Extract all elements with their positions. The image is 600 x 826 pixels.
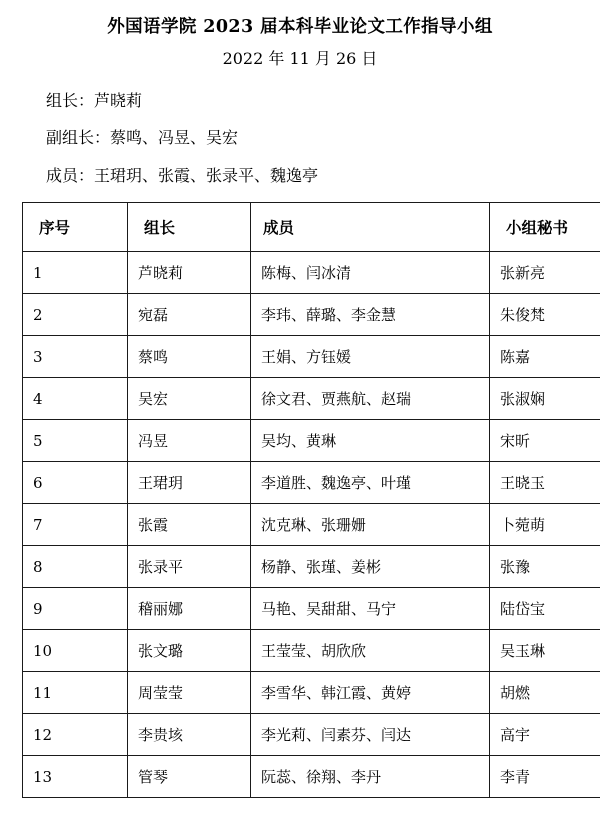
- cell-members: 李雪华、韩江霞、黄婷: [251, 672, 490, 714]
- cell-no: 11: [23, 672, 128, 714]
- table-row: [23, 462, 600, 504]
- cell-secretary: 李青: [490, 756, 600, 798]
- cell-no: 7: [23, 504, 128, 546]
- table-row: [23, 294, 600, 336]
- table-row: [23, 336, 600, 378]
- cell-leader: 张录平: [128, 546, 251, 588]
- cell-no: 13: [23, 756, 128, 798]
- table-row: [23, 588, 600, 630]
- cell-members: 李道胜、魏逸亭、叶瑾: [251, 462, 490, 504]
- cell-no: 9: [23, 588, 128, 630]
- column-header-members: 成员: [251, 203, 490, 252]
- cell-leader: 王珺玥: [128, 462, 251, 504]
- cell-members: 徐文君、贾燕航、赵瑞: [251, 378, 490, 420]
- cell-no: 12: [23, 714, 128, 756]
- cell-secretary: 胡燃: [490, 672, 600, 714]
- cell-leader: 稽丽娜: [128, 588, 251, 630]
- deputy-leader-line: 副组长：蔡鸣、冯昱、吴宏: [46, 128, 239, 148]
- cell-no: 4: [23, 378, 128, 420]
- cell-leader: 蔡鸣: [128, 336, 251, 378]
- table-row: [23, 756, 600, 798]
- table-row: [23, 672, 600, 714]
- cell-no: 10: [23, 630, 128, 672]
- group-leader-line: 组长：芦晓莉: [46, 90, 143, 110]
- cell-secretary: 陆岱宝: [490, 588, 600, 630]
- table-row: [23, 420, 600, 462]
- cell-no: 5: [23, 420, 128, 462]
- cell-leader: 张文璐: [128, 630, 251, 672]
- cell-secretary: 张豫: [490, 546, 600, 588]
- cell-members: 陈梅、闫冰清: [251, 252, 490, 294]
- cell-secretary: 张新亮: [490, 252, 600, 294]
- cell-no: 3: [23, 336, 128, 378]
- cell-leader: 冯昱: [128, 420, 251, 462]
- cell-no: 8: [23, 546, 128, 588]
- column-header-leader: 组长: [128, 203, 251, 252]
- cell-members: 吴均、黄琳: [251, 420, 490, 462]
- column-header-no: 序号: [23, 203, 128, 252]
- group-members-line: 成员：王珺玥、张霞、张录平、魏逸亭: [46, 165, 319, 185]
- cell-members: 李光莉、闫素芬、闫达: [251, 714, 490, 756]
- cell-members: 阮蕊、徐翔、李丹: [251, 756, 490, 798]
- document-date: 2022 年 11 月 26 日: [222, 48, 378, 68]
- cell-leader: 管琴: [128, 756, 251, 798]
- cell-members: 杨静、张瑾、姜彬: [251, 546, 490, 588]
- cell-leader: 李贵垓: [128, 714, 251, 756]
- cell-secretary: 吴玉琳: [490, 630, 600, 672]
- cell-leader: 宛磊: [128, 294, 251, 336]
- cell-leader: 吴宏: [128, 378, 251, 420]
- cell-no: 1: [23, 252, 128, 294]
- cell-secretary: 朱俊梵: [490, 294, 600, 336]
- cell-members: 王莹莹、胡欣欣: [251, 630, 490, 672]
- table-row: [23, 546, 600, 588]
- cell-secretary: 卜菀萌: [490, 504, 600, 546]
- cell-leader: 张霞: [128, 504, 251, 546]
- cell-members: 马艳、吴甜甜、马宁: [251, 588, 490, 630]
- page-title: 外国语学院 2023 届本科毕业论文工作指导小组: [107, 17, 493, 37]
- cell-secretary: 宋昕: [490, 420, 600, 462]
- cell-leader: 周莹莹: [128, 672, 251, 714]
- table-row: [23, 252, 600, 294]
- cell-members: 王娟、方钰媛: [251, 336, 490, 378]
- cell-secretary: 王晓玉: [490, 462, 600, 504]
- roster-table-body: [23, 252, 600, 798]
- cell-secretary: 高宇: [490, 714, 600, 756]
- table-row: [23, 630, 600, 672]
- column-header-secretary: 小组秘书: [490, 203, 600, 252]
- roster-table: [22, 202, 600, 798]
- cell-no: 2: [23, 294, 128, 336]
- cell-members: 李玮、薛璐、李金慧: [251, 294, 490, 336]
- table-row: [23, 714, 600, 756]
- table-row: [23, 378, 600, 420]
- table-header-row: [23, 203, 600, 252]
- cell-leader: 芦晓莉: [128, 252, 251, 294]
- cell-secretary: 张淑娴: [490, 378, 600, 420]
- table-row: [23, 504, 600, 546]
- cell-members: 沈克琳、张珊姗: [251, 504, 490, 546]
- cell-secretary: 陈嘉: [490, 336, 600, 378]
- cell-no: 6: [23, 462, 128, 504]
